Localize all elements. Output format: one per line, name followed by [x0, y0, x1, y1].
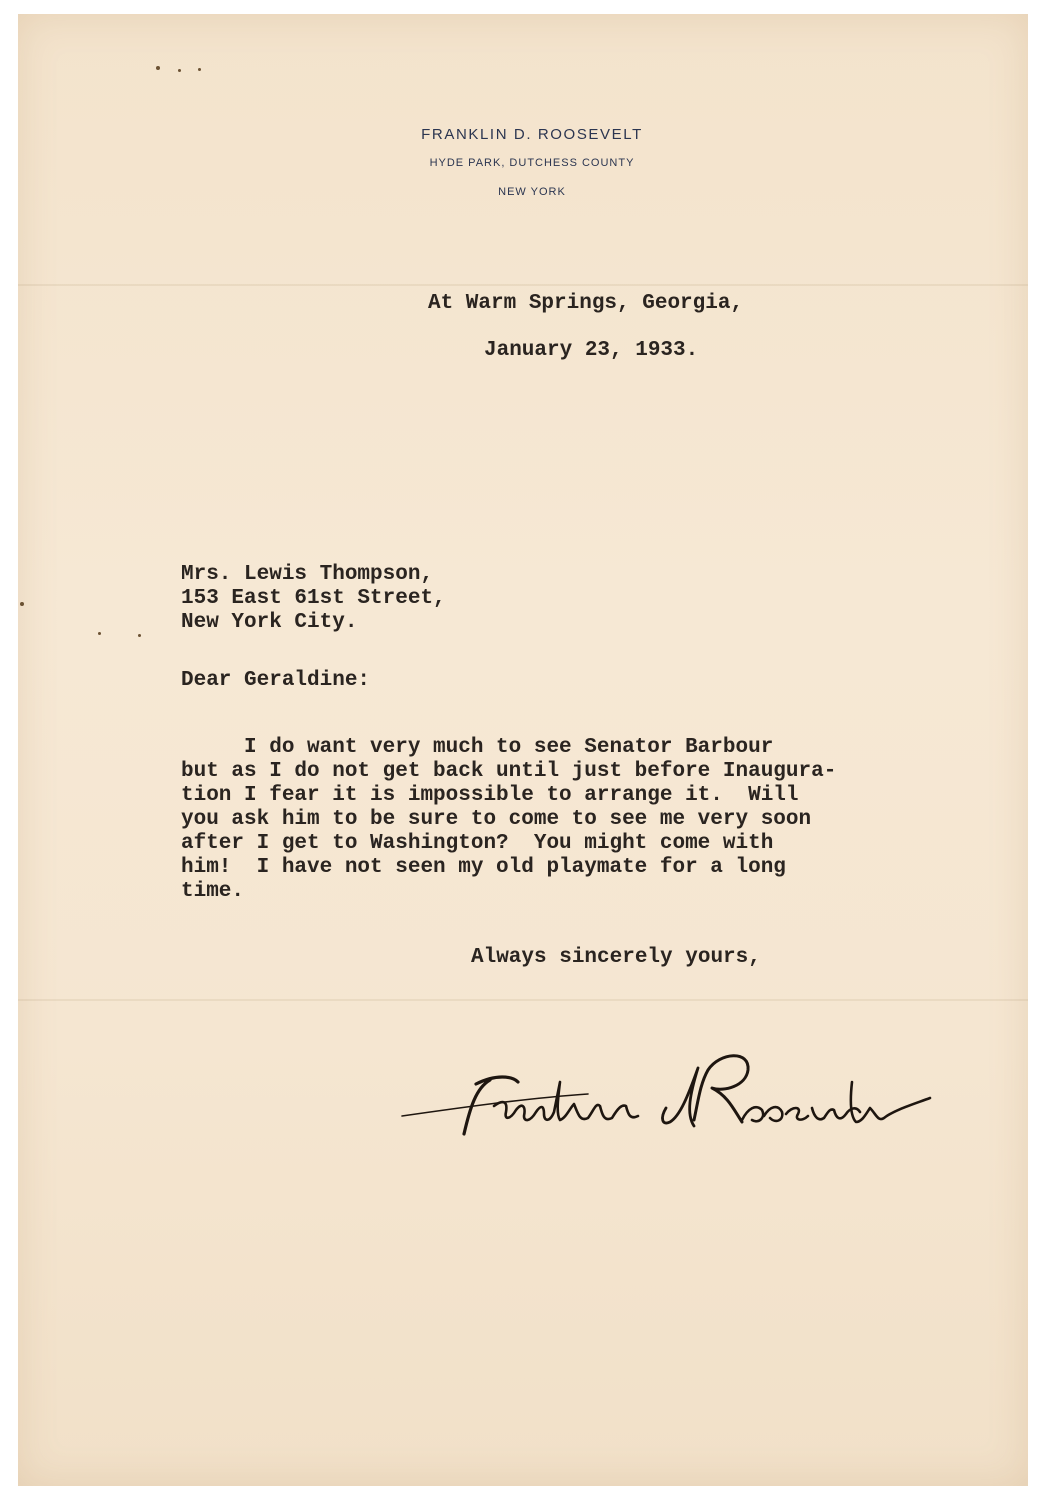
body-line: I do want very much to see Senator Barbour	[181, 736, 774, 759]
paper-spot	[20, 602, 24, 606]
closing: Always sincerely yours,	[471, 946, 761, 969]
paper-spot	[198, 68, 201, 71]
body-line: after I get to Washington? You might come with	[181, 832, 774, 855]
dateline-place: At Warm Springs, Georgia,	[428, 292, 744, 315]
letter-page	[18, 14, 1028, 1486]
letterhead-address: HYDE PARK, DUTCHESS COUNTY	[429, 157, 635, 169]
paper-spot	[178, 69, 181, 72]
recipient-line: 153 East 61st Street,	[181, 587, 446, 610]
body-line: him! I have not seen my old playmate for a long	[181, 856, 786, 879]
paper-fold	[18, 284, 1028, 286]
recipient-line: New York City.	[181, 611, 358, 634]
paper-spot	[98, 632, 101, 635]
recipient-line: Mrs. Lewis Thompson,	[181, 563, 434, 586]
body-line: but as I do not get back until just before Inaugura-	[181, 760, 837, 783]
body-line: tion I fear it is impossible to arrange it. Will	[181, 784, 799, 807]
body-line: you ask him to be sure to come to see me very soon	[181, 808, 812, 831]
dateline-date: January 23, 1933.	[484, 339, 699, 362]
paper-spot	[156, 66, 160, 70]
salutation: Dear Geraldine:	[181, 669, 371, 692]
letterhead-city: NEW YORK	[498, 186, 566, 198]
handwritten-signature	[398, 1022, 938, 1152]
paper-spot	[138, 634, 141, 637]
paper-fold	[18, 999, 1028, 1001]
body-line: time.	[181, 880, 245, 903]
letterhead-name: FRANKLIN D. ROOSEVELT	[421, 126, 643, 143]
